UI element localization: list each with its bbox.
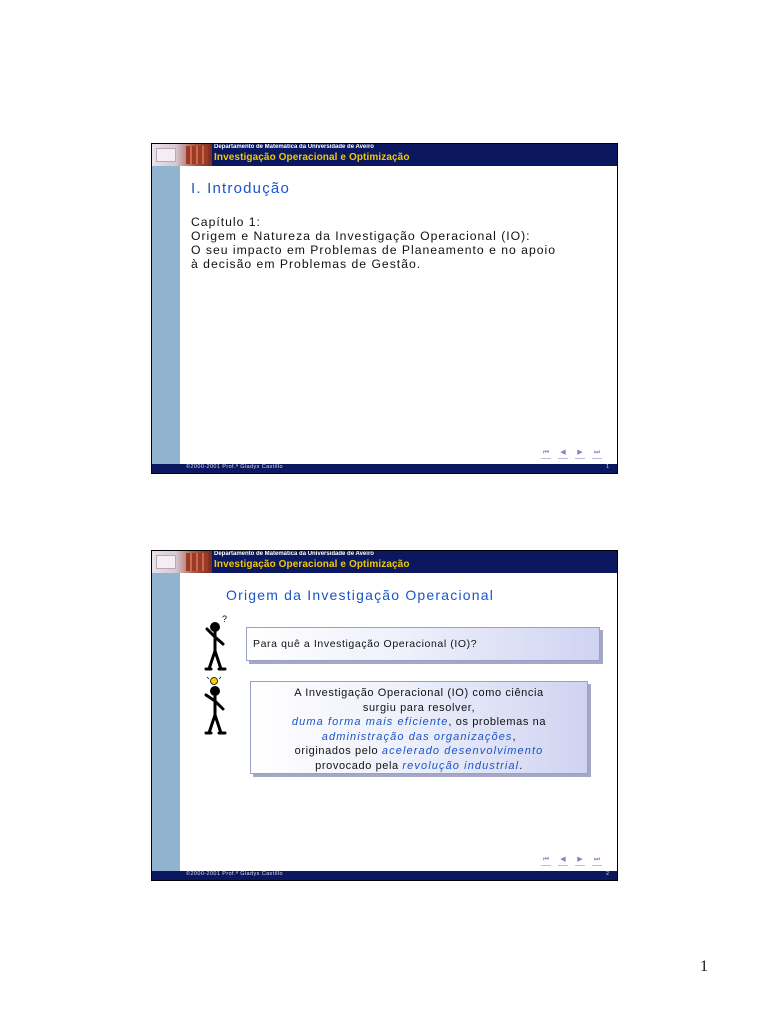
answer-text-plain: provocado pela	[315, 759, 403, 772]
slide-1	[151, 143, 618, 474]
answer-line	[251, 759, 587, 774]
slide-footer	[152, 464, 617, 473]
chapter-label: Capítulo 1:	[191, 215, 261, 229]
slide-sidebar	[152, 166, 180, 464]
department-name: Departamento de Matemática da Universidade de Aveiro	[214, 144, 374, 150]
thinking-person-icon	[202, 613, 234, 673]
question-text: Para quê a Investigação Operacional (IO)?	[253, 638, 478, 650]
answer-line	[251, 715, 587, 730]
answer-text-plain: .	[519, 759, 523, 772]
answer-text-plain: originados pelo	[294, 745, 382, 757]
next-page-icon[interactable]: ▶	[574, 856, 586, 866]
answer-text-plain: ,	[512, 730, 517, 743]
svg-text:?: ?	[222, 614, 228, 624]
slide-header	[152, 144, 617, 166]
document-page-number: 1	[700, 958, 708, 975]
slide-2	[151, 550, 618, 881]
slide-page-number: 2	[605, 871, 609, 877]
course-title: Investigação Operacional e Optimização	[214, 559, 410, 570]
highlight-text: administração das organizações	[321, 730, 513, 743]
course-title: Investigação Operacional e Optimização	[214, 152, 410, 163]
answer-line: surgiu para resolver,	[362, 701, 476, 714]
slide-navigation	[540, 449, 603, 459]
first-page-icon[interactable]: ⏮	[540, 449, 552, 459]
highlight-text: duma forma mais eficiente	[291, 716, 449, 728]
answer-line	[251, 730, 587, 745]
answer-text	[251, 686, 587, 773]
slide-title: I. Introdução	[191, 180, 290, 197]
answer-line	[251, 744, 587, 759]
highlight-text: acelerado desenvolvimento	[381, 745, 544, 757]
answer-text-plain: , os problemas na	[448, 716, 547, 728]
question-box	[246, 627, 600, 661]
footer-copyright: ©2000-2001 Prof.ª Gladys Castillo	[186, 464, 283, 470]
first-page-icon[interactable]: ⏮	[540, 856, 552, 866]
previous-page-icon[interactable]: ◀	[557, 449, 569, 459]
previous-page-icon[interactable]: ◀	[557, 856, 569, 866]
next-page-icon[interactable]: ▶	[574, 449, 586, 459]
footer-copyright: ©2000-2001 Prof.ª Gladys Castillo	[186, 871, 283, 877]
slide-title: Origem da Investigação Operacional	[226, 587, 495, 603]
slide-navigation	[540, 856, 603, 866]
last-page-icon[interactable]: ⏭	[591, 856, 603, 866]
slide-header	[152, 551, 617, 573]
university-building-image	[152, 551, 212, 573]
chapter-line: Origem e Natureza da Investigação Operacional (IO):	[191, 229, 531, 243]
chapter-line: à decisão em Problemas de Gestão.	[191, 257, 422, 271]
slide-footer	[152, 871, 617, 880]
university-building-image	[152, 144, 212, 166]
slide-body	[191, 215, 556, 271]
idea-person-icon	[202, 676, 234, 736]
highlight-text: revolução industrial	[402, 759, 520, 772]
last-page-icon[interactable]: ⏭	[591, 449, 603, 459]
chapter-line: O seu impacto em Problemas de Planeamento e no apoio	[191, 243, 556, 257]
slide-page-number: 1	[605, 464, 609, 470]
department-name: Departamento de Matemática da Universidade de Aveiro	[214, 551, 374, 557]
answer-box	[250, 681, 588, 774]
slide-sidebar	[152, 573, 180, 871]
answer-line: A Investigação Operacional (IO) como ciência	[294, 687, 544, 699]
